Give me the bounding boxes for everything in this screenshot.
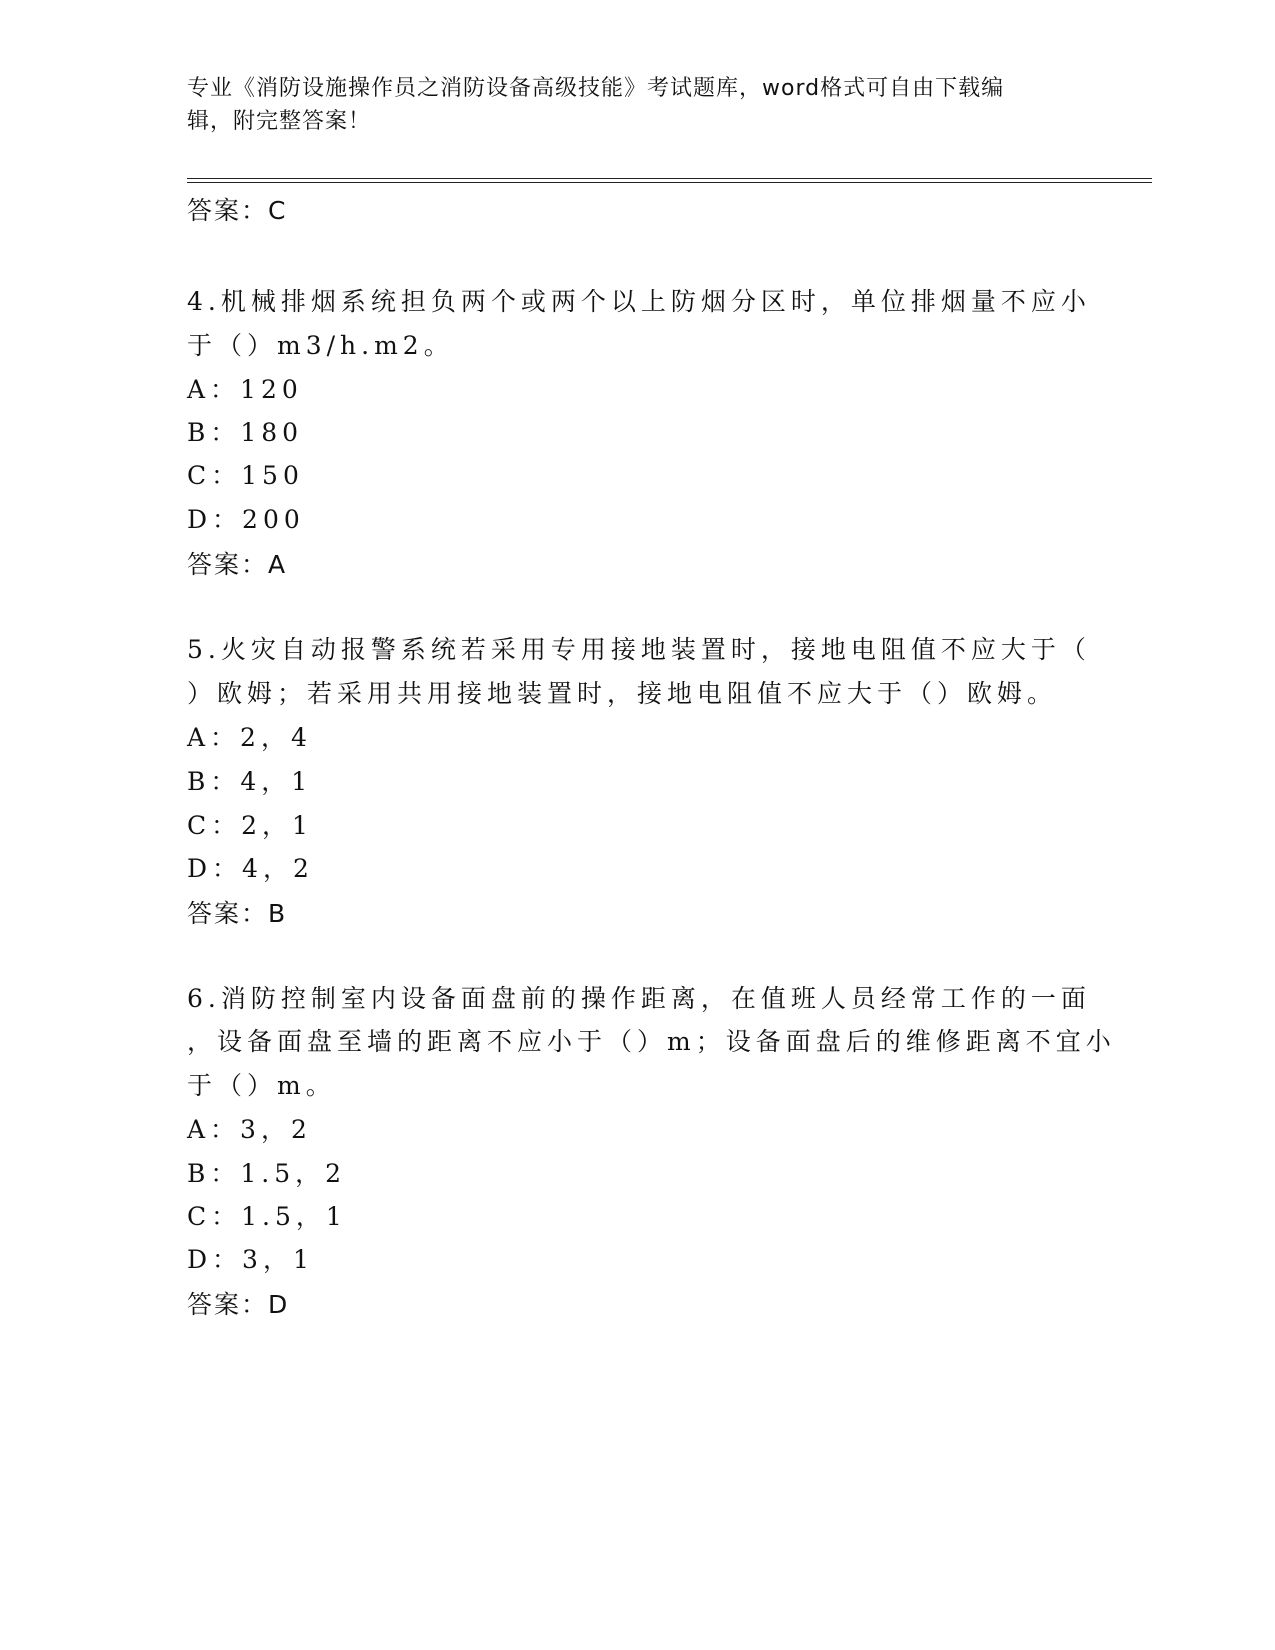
- question-6-answer: 答案：D: [187, 1290, 290, 1319]
- document-header: [187, 72, 1067, 138]
- question-4-answer: 答案：A: [187, 550, 288, 579]
- question-6-option-d: D：3，1: [187, 1245, 314, 1274]
- question-5-option-a: A：2，4: [187, 723, 312, 752]
- question-6-option-a: A：3，2: [187, 1115, 312, 1144]
- question-5-answer: 答案：B: [187, 899, 288, 928]
- question-4-option-d: D：200: [187, 505, 305, 534]
- answer-prev: 答案：C: [187, 196, 288, 225]
- question-4-option-b: B：180: [187, 418, 304, 447]
- question-5-option-c: C：2，1: [187, 811, 313, 840]
- header-line-2: 辑，附完整答案！: [187, 109, 372, 134]
- header-line-1: 专业《消防设施操作员之消防设备高级技能》考试题库，word格式可自由下载编: [187, 76, 1005, 101]
- question-5-option-b: B：4，1: [187, 767, 313, 796]
- question-4-line-1: 4.机械排烟系统担负两个或两个以上防烟分区时，单位排烟量不应小: [187, 287, 1091, 316]
- question-5-line-2: ）欧姆；若采用共用接地装置时，接地电阻值不应大于（）欧姆。: [187, 679, 1058, 708]
- question-5-line-1: 5.火灾自动报警系统若采用专用接地装置时，接地电阻值不应大于（: [187, 635, 1091, 664]
- question-6-line-1: 6.消防控制室内设备面盘前的操作距离，在值班人员经常工作的一面: [187, 984, 1091, 1013]
- header-divider-bottom: [187, 182, 1152, 183]
- question-6-line-2: ，设备面盘至墙的距离不应小于（）m；设备面盘后的维修距离不宜小: [187, 1027, 1116, 1056]
- question-4-option-a: A：120: [187, 375, 303, 404]
- question-4-option-c: C：150: [187, 461, 304, 490]
- question-6-option-c: C：1.5，1: [187, 1202, 347, 1231]
- question-5-option-d: D：4，2: [187, 854, 314, 883]
- question-4-line-2: 于（）m3/h.m2。: [187, 331, 454, 360]
- header-divider-top: [187, 178, 1152, 179]
- question-6-option-b: B：1.5，2: [187, 1159, 347, 1188]
- question-6-line-3: 于（）m。: [187, 1071, 336, 1100]
